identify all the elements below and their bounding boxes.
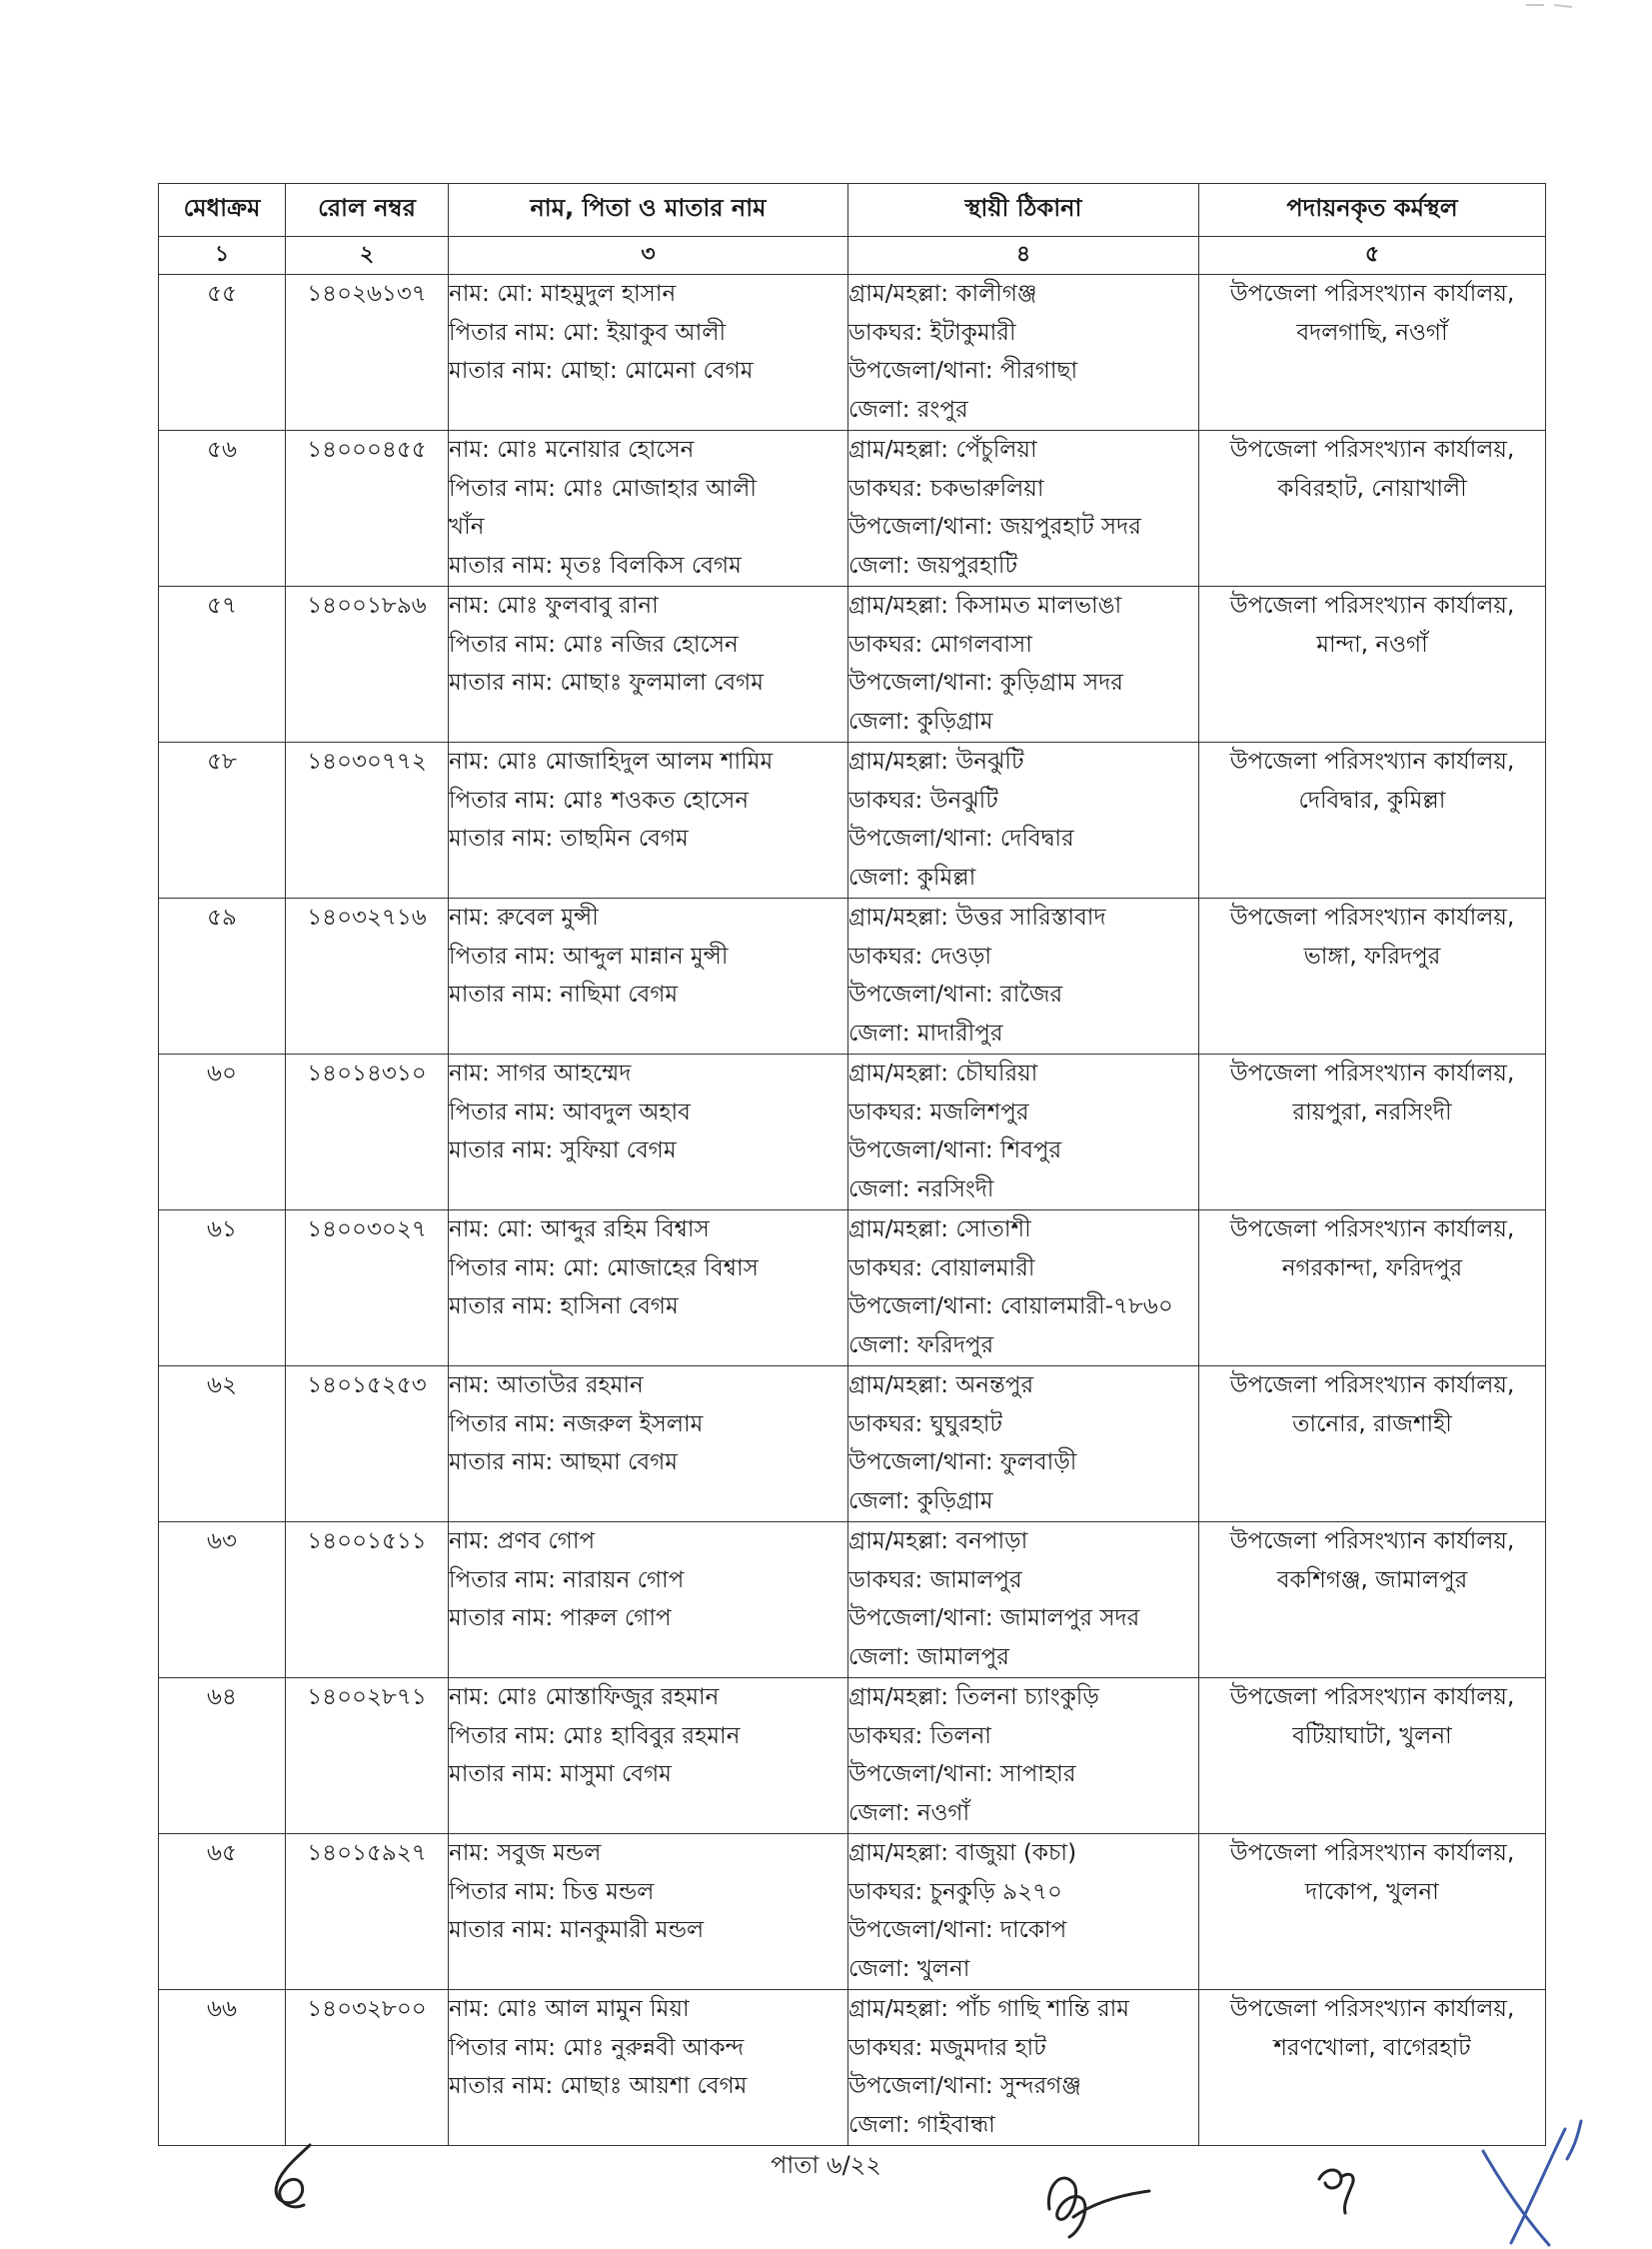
address-line: জেলা: খুলনা [848,1955,970,1982]
name-line: পিতার নাম: মো: ইয়াকুব আলী [449,319,727,346]
address-line: ডাকঘর: বোয়ালমারী [848,1254,1035,1281]
name-line: পিতার নাম: মোঃ নুরুন্নবী আকন্দ [449,2034,745,2061]
table-row [159,899,1546,1055]
posting-line: উপজেলা পরিসংখ্যান কার্যালয়, [1229,905,1515,931]
posting-line: মান্দা, নওগাঁ [1316,631,1428,658]
address-line: উপজেলা/থানা: পীরগাছা [848,358,1078,384]
address-line: জেলা: কুড়িগ্রাম [848,1487,993,1514]
top-corner-mark [1522,0,1592,19]
table-row [159,1990,1546,2146]
address-line: ডাকঘর: মোগলবাসা [848,631,1032,658]
address-cell [848,1834,1199,1990]
address-line: ডাকঘর: ইটাকুমারী [848,319,1016,346]
address-line: ডাকঘর: দেওড়া [848,943,992,970]
table-row [159,275,1546,431]
address-line: গ্রাম/মহল্লা: পাঁচ গাছি শান্তি রাম [848,1996,1130,2022]
merit-cell: ৬০ [159,1055,286,1210]
address-line: ডাকঘর: চকভারুলিয়া [848,475,1044,502]
address-cell [848,1990,1199,2146]
name-cell [449,743,848,899]
name-line: মাতার নাম: মানকুমারী মন্ডল [449,1917,705,1943]
header-posting: পদায়নকৃত কর্মস্থল [1199,184,1546,237]
posting-line: শরণখোলা, বাগেরহাট [1273,2034,1471,2061]
address-cell [848,743,1199,899]
page-number: পাতা ৬/২২ [771,2151,881,2179]
posting-cell [1199,587,1546,743]
name-line: মাতার নাম: আছমা বেগম [449,1449,679,1475]
name-line: মাতার নাম: নাছিমা বেগম [449,982,679,1008]
name-line: পিতার নাম: মোঃ শওকত হোসেন [449,787,750,814]
name-line: পিতার নাম: মোঃ নজির হোসেন [449,631,739,658]
merit-cell: ৫৯ [159,899,286,1055]
address-line: গ্রাম/মহল্লা: কালীগঞ্জ [848,281,1037,307]
merit-cell: ৬৫ [159,1834,286,1990]
address-line: ডাকঘর: চুনকুড়ি ৯২৭০ [848,1878,1062,1905]
address-line: জেলা: মাদারীপুর [848,1020,1003,1047]
posting-cell [1199,431,1546,587]
name-line: নাম: মোঃ মোজাহিদুল আলম শামিম [449,749,774,775]
name-line: খাঁন [449,514,485,540]
posting-cell [1199,1366,1546,1522]
table-row [159,1834,1546,1990]
posting-line: উপজেলা পরিসংখ্যান কার্যালয়, [1229,593,1515,619]
address-line: জেলা: ফরিদপুর [848,1331,994,1358]
posting-line: উপজেলা পরিসংখ্যান কার্যালয়, [1229,1528,1515,1554]
name-line: মাতার নাম: তাছমিন বেগম [449,826,689,852]
address-cell [848,275,1199,431]
table-header-row [159,184,1546,237]
roll-cell: ১৪০৩২৭১৬ [286,899,449,1055]
roll-cell: ১৪০০০৪৫৫ [286,431,449,587]
column-number: ৫ [1199,237,1546,275]
address-line: জেলা: নরসিংদী [848,1175,994,1202]
address-line: জেলা: নওগাঁ [848,1799,970,1826]
name-cell [449,1990,848,2146]
posting-line: উপজেলা পরিসংখ্যান কার্যালয়, [1229,281,1515,307]
posting-line: উপজেলা পরিসংখ্যান কার্যালয়, [1229,749,1515,775]
posting-line: উপজেলা পরিসংখ্যান কার্যালয়, [1229,1996,1515,2022]
name-cell [449,587,848,743]
roll-cell: ১৪০০২৮৭১ [286,1678,449,1834]
roll-cell: ১৪০২৬১৩৭ [286,275,449,431]
name-line: পিতার নাম: নারায়ন গোপ [449,1566,685,1593]
header-roll: রোল নম্বর [286,184,449,237]
posting-line: উপজেলা পরিসংখ্যান কার্যালয়, [1229,1840,1515,1866]
address-cell [848,431,1199,587]
merit-cell: ৬৩ [159,1522,286,1678]
address-cell [848,587,1199,743]
address-line: উপজেলা/থানা: জয়পুরহাট সদর [848,514,1141,540]
address-line: গ্রাম/মহল্লা: পেঁচুলিয়া [848,437,1037,463]
name-line: পিতার নাম: আব্দুল মান্নান মুন্সী [449,943,729,970]
name-line: পিতার নাম: আবদুল অহাব [449,1099,691,1125]
merit-cell: ৬২ [159,1366,286,1522]
table-row [159,1055,1546,1210]
address-line: গ্রাম/মহল্লা: বনপাড়া [848,1528,1028,1554]
name-cell [449,275,848,431]
address-line: ডাকঘর: জামালপুর [848,1566,1022,1593]
table-row [159,1522,1546,1678]
address-cell [848,899,1199,1055]
address-line: গ্রাম/মহল্লা: উনঝুটি [848,749,1024,775]
address-line: ডাকঘর: মজুমদার হাট [848,2034,1046,2061]
posting-line: উপজেলা পরিসংখ্যান কার্যালয়, [1229,437,1515,463]
roll-cell: ১৪০০১৫১১ [286,1522,449,1678]
address-line: উপজেলা/থানা: জামালপুর সদর [848,1605,1140,1631]
table-row [159,1678,1546,1834]
roll-cell: ১৪০১৫২৫৩ [286,1366,449,1522]
name-line: মাতার নাম: পারুল গোপ [449,1605,672,1631]
address-line: উপজেলা/থানা: সুন্দরগঞ্জ [848,2073,1081,2099]
address-line: ডাকঘর: মজলিশপুর [848,1099,1029,1125]
posting-line: দাকোপ, খুলনা [1305,1878,1439,1905]
name-line: পিতার নাম: মোঃ হাবিবুর রহমান [449,1722,741,1749]
name-line: নাম: আতাউর রহমান [449,1372,644,1398]
name-cell [449,1522,848,1678]
column-number: ২ [286,237,449,275]
name-line: মাতার নাম: সুফিয়া বেগম [449,1137,677,1163]
posting-cell [1199,1055,1546,1210]
initial-signature-4 [1477,2117,1597,2249]
address-line: উপজেলা/থানা: বোয়ালমারী-৭৮৬০ [848,1293,1173,1319]
address-line: ডাকঘর: তিলনা [848,1722,991,1749]
merit-cell: ৫৬ [159,431,286,587]
posting-line: দেবিদ্বার, কুমিল্লা [1298,787,1446,814]
name-line: নাম: সবুজ মন্ডল [449,1840,602,1866]
merit-cell: ৬১ [159,1210,286,1366]
posting-line: বকশিগঞ্জ, জামালপুর [1276,1566,1468,1593]
address-line: উপজেলা/থানা: সাপাহার [848,1761,1076,1787]
address-line: গ্রাম/মহল্লা: তিলনা চ্যাংকুড়ি [848,1684,1099,1710]
address-line: জেলা: জয়পুরহাটি [848,552,1018,579]
posting-line: বটিয়াঘাটা, খুলনা [1292,1722,1452,1749]
posting-cell [1199,1210,1546,1366]
name-cell [449,1055,848,1210]
name-cell [449,1678,848,1834]
posting-line: উপজেলা পরিসংখ্যান কার্যালয়, [1229,1061,1515,1087]
roll-cell: ১৪০১৫৯২৭ [286,1834,449,1990]
name-cell [449,1210,848,1366]
name-cell [449,1366,848,1522]
posting-line: তানোর, রাজশাহী [1292,1410,1452,1437]
posting-line: নগরকান্দা, ফরিদপুর [1281,1254,1463,1281]
address-cell [848,1055,1199,1210]
initial-signature-2 [1039,2157,1159,2249]
address-line: ডাকঘর: উনঝুটি [848,787,998,814]
address-cell [848,1522,1199,1678]
merit-cell: ৫৫ [159,275,286,431]
address-line: ডাকঘর: ঘুঘুরহাট [848,1410,1002,1437]
column-number: ১ [159,237,286,275]
initial-signature-1 [262,2139,332,2219]
name-line: মাতার নাম: মৃতঃ বিলকিস বেগম [449,552,742,579]
merit-cell: ৫৭ [159,587,286,743]
address-line: উপজেলা/থানা: রাজৈর [848,982,1063,1008]
posting-line: উপজেলা পরিসংখ্যান কার্যালয়, [1229,1684,1515,1710]
name-line: পিতার নাম: চিত্ত মন্ডল [449,1878,655,1905]
name-line: নাম: রুবেল মুন্সী [449,905,599,931]
merit-cell: ৫৮ [159,743,286,899]
address-line: গ্রাম/মহল্লা: বাজুয়া (কচা) [848,1840,1077,1866]
posting-line: রায়পুরা, নরসিংদী [1292,1099,1452,1125]
roll-cell: ১৪০৩০৭৭২ [286,743,449,899]
address-line: জেলা: জামালপুর [848,1643,1009,1670]
address-cell [848,1210,1199,1366]
table-row [159,1366,1546,1522]
posting-cell [1199,899,1546,1055]
address-line: উপজেলা/থানা: কুড়িগ্রাম সদর [848,670,1123,696]
posting-cell [1199,1834,1546,1990]
table-row [159,1210,1546,1366]
recruitment-table [158,183,1546,2146]
name-cell [449,431,848,587]
name-line: নাম: মোঃ মনোয়ার হোসেন [449,437,695,463]
address-cell [848,1678,1199,1834]
header-merit: মেধাক্রম [159,184,286,237]
name-line: নাম: মোঃ ফুলবাবু রানা [449,593,659,619]
header-address: স্থায়ী ঠিকানা [848,184,1199,237]
name-line: নাম: মোঃ মোস্তাফিজুর রহমান [449,1684,720,1710]
merit-cell: ৬৪ [159,1678,286,1834]
address-line: জেলা: রংপুর [848,396,968,423]
name-cell [449,1834,848,1990]
roll-cell: ১৪০৩২৮০০ [286,1990,449,2146]
table-row [159,431,1546,587]
address-line: গ্রাম/মহল্লা: সোতাশী [848,1216,1031,1242]
name-line: নাম: প্রণব গোপ [449,1528,596,1554]
address-line: উপজেলা/থানা: দেবিদ্বার [848,826,1074,852]
address-line: উপজেলা/থানা: ফুলবাড়ী [848,1449,1077,1475]
address-line: গ্রাম/মহল্লা: অনন্তপুর [848,1372,1034,1398]
name-line: নাম: মোঃ আল মামুন মিয়া [449,1996,690,2022]
address-line: গ্রাম/মহল্লা: কিসামত মালভাঙা [848,593,1122,619]
roll-cell: ১৪০০১৮৯৬ [286,587,449,743]
address-cell [848,1366,1199,1522]
roll-cell: ১৪০১৪৩১০ [286,1055,449,1210]
name-line: মাতার নাম: মোছাঃ আয়শা বেগম [449,2073,748,2099]
address-line: জেলা: কুড়িগ্রাম [848,708,993,735]
posting-line: বদলগাছি, নওগাঁ [1296,319,1448,346]
posting-line: উপজেলা পরিসংখ্যান কার্যালয়, [1229,1216,1515,1242]
posting-cell [1199,1678,1546,1834]
address-line: জেলা: কুমিল্লা [848,864,976,891]
initial-signature-3 [1311,2157,1371,2217]
name-line: মাতার নাম: মোছাঃ ফুলমালা বেগম [449,670,764,696]
posting-line: কবিরহাট, নোয়াখালী [1277,475,1467,502]
posting-cell [1199,1522,1546,1678]
table-row [159,743,1546,899]
posting-line: উপজেলা পরিসংখ্যান কার্যালয়, [1229,1372,1515,1398]
name-line: পিতার নাম: মো: মোজাহের বিশ্বাস [449,1254,759,1281]
posting-line: ভাঙ্গা, ফরিদপুর [1303,943,1441,970]
merit-cell: ৬৬ [159,1990,286,2146]
column-number: ৪ [848,237,1199,275]
posting-cell [1199,743,1546,899]
name-line: মাতার নাম: হাসিনা বেগম [449,1293,679,1319]
table-row [159,587,1546,743]
name-line: পিতার নাম: মোঃ মোজাহার আলী [449,475,757,502]
address-line: উপজেলা/থানা: শিবপুর [848,1137,1062,1163]
name-line: মাতার নাম: মোছা: মোমেনা বেগম [449,358,754,384]
column-number-row [159,237,1546,275]
name-line: নাম: মো: আব্দুর রহিম বিশ্বাস [449,1216,710,1242]
name-line: নাম: সাগর আহম্মেদ [449,1061,632,1087]
name-line: নাম: মো: মাহমুদুল হাসান [449,281,677,307]
name-cell [449,899,848,1055]
name-line: মাতার নাম: মাসুমা বেগম [449,1761,672,1787]
address-line: গ্রাম/মহল্লা: চৌঘরিয়া [848,1061,1038,1087]
name-line: পিতার নাম: নজরুল ইসলাম [449,1410,704,1437]
address-line: গ্রাম/মহল্লা: উত্তর সারিস্তাবাদ [848,905,1106,931]
header-name: নাম, পিতা ও মাতার নাম [449,184,848,237]
roll-cell: ১৪০০৩০২৭ [286,1210,449,1366]
address-line: জেলা: গাইবান্ধা [848,2111,995,2138]
posting-cell [1199,275,1546,431]
column-number: ৩ [449,237,848,275]
address-line: উপজেলা/থানা: দাকোপ [848,1917,1067,1943]
